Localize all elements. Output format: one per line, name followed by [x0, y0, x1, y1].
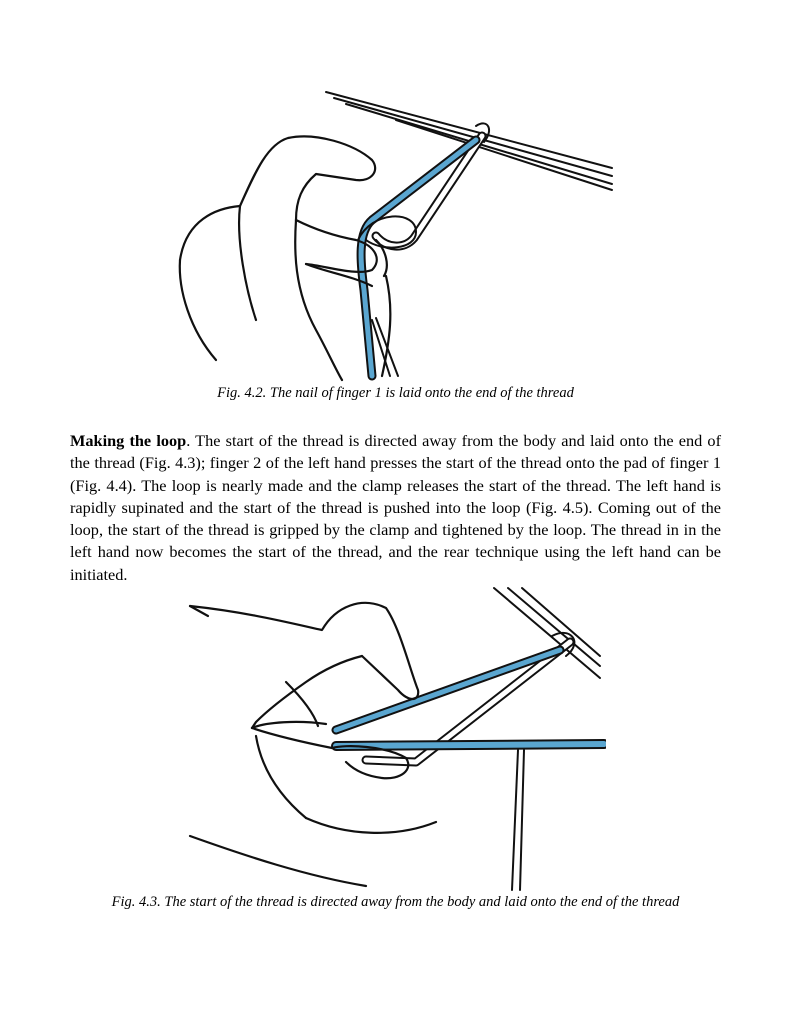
- hanging-strands: [372, 318, 398, 376]
- paragraph-heading: Making the loop: [70, 431, 187, 450]
- figure-4-2-illustration: [176, 90, 616, 382]
- figure-4-2-caption: Fig. 4.2. The nail of finger 1 is laid onto the end of the thread: [217, 385, 574, 401]
- hanging-strand: [512, 750, 524, 890]
- paragraph-text: . The start of the thread is directed away from the body and laid onto the end of the thread (Fig. 4.3); finger 2 of the left hand presses the start of the thread onto the pad of finger 1 (Fig. 4.4). The loop is nearly made and the clamp releases the start of the thread. The left hand is rapidly supinated and the start of the thread is pushed into the loop (Fig. 4.5). Coming out of the loop, the start of the thread is gripped by the clamp and tightened by the loop. The thread in in the left hand now becomes the start of the thread, and the rear technique using the left hand can be initiated.: [70, 431, 721, 584]
- figure-4-3-caption: Fig. 4.3. The start of the thread is directed away from the body and laid onto the end of the thread: [111, 894, 680, 910]
- figure-4-3-illustration: [186, 586, 606, 894]
- body-paragraph: [70, 430, 721, 586]
